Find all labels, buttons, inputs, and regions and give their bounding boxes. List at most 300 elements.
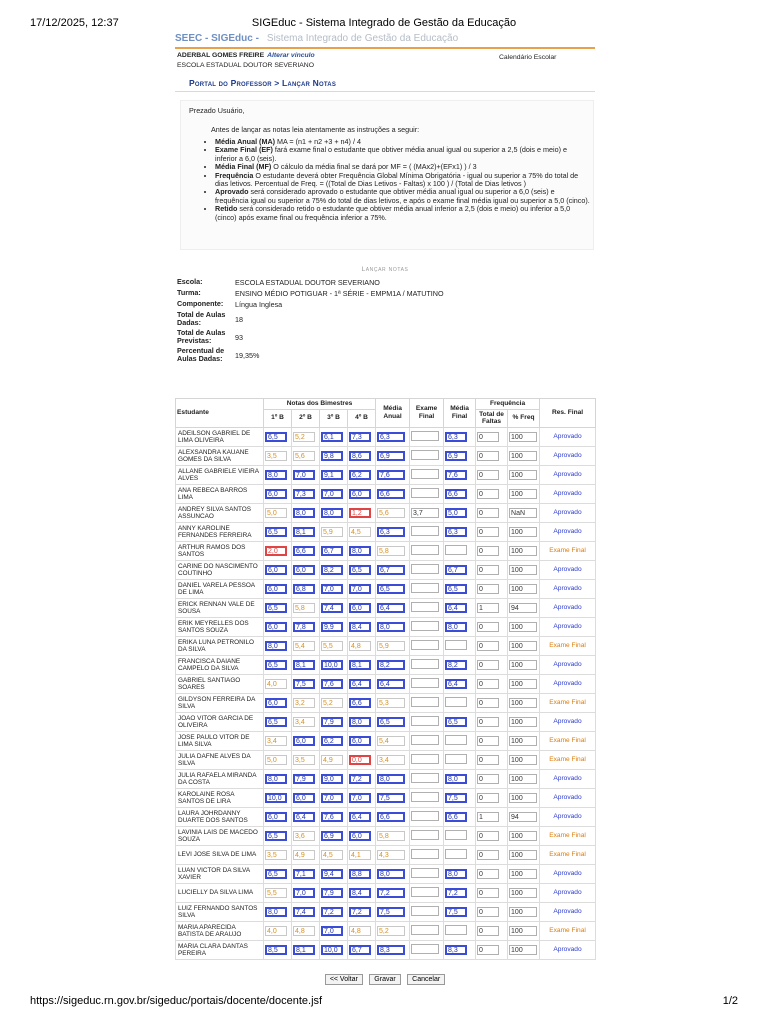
freq-percent-input[interactable]: 100 [509, 850, 537, 860]
final-average-input[interactable]: 5,0 [445, 508, 467, 518]
grade-b2-input[interactable]: 5,4 [293, 641, 315, 651]
grade-b2-input[interactable]: 6,4 [293, 812, 315, 822]
freq-percent-input[interactable]: 100 [509, 698, 537, 708]
annual-average-input[interactable]: 4,3 [377, 850, 405, 860]
freq-percent-input[interactable]: 100 [509, 717, 537, 727]
student-name: MARIA APARECIDA BATISTA DE ARAUJO [176, 921, 264, 940]
freq-percent-input[interactable]: 100 [509, 774, 537, 784]
grade-b1-input[interactable]: 4,0 [265, 926, 287, 936]
final-average-input[interactable]: 6,5 [445, 717, 467, 727]
freq-percent-input[interactable]: 100 [509, 527, 537, 537]
annual-average-input[interactable]: 7,5 [377, 907, 405, 917]
grade-b1-input[interactable]: 3,4 [265, 736, 287, 746]
annual-average-input[interactable]: 5,9 [377, 641, 405, 651]
annual-average-input[interactable]: 5,3 [377, 698, 405, 708]
absences-input[interactable]: 0 [477, 736, 499, 746]
absences-input[interactable]: 0 [477, 451, 499, 461]
final-average-input[interactable]: 6,6 [445, 489, 467, 499]
grade-b1-input[interactable]: 3,5 [265, 850, 287, 860]
grade-b3-input[interactable]: 6,2 [321, 736, 343, 746]
grade-b1-input[interactable]: 6,0 [265, 698, 287, 708]
annual-average-input[interactable]: 6,6 [377, 489, 405, 499]
final-exam-input[interactable] [411, 526, 439, 536]
result-status: Aprovado [540, 522, 596, 541]
annual-average-input[interactable]: 6,4 [377, 679, 405, 689]
grade-b3-input[interactable]: 9,0 [321, 774, 343, 784]
grade-b1-input[interactable]: 6,0 [265, 584, 287, 594]
freq-percent-input[interactable]: 100 [509, 660, 537, 670]
grade-b4-input[interactable]: 6,7 [349, 945, 371, 955]
grade-b4-input[interactable]: 6,0 [349, 831, 371, 841]
grade-b1-input[interactable]: 5,5 [265, 888, 287, 898]
grade-b1-input[interactable]: 6,5 [265, 660, 287, 670]
cancel-button[interactable]: Cancelar [407, 974, 445, 985]
grade-b4-cell [348, 636, 376, 655]
annual-average-input[interactable]: 7,5 [377, 793, 405, 803]
final-average-input[interactable]: 8,0 [445, 869, 467, 879]
grade-b4-input[interactable]: 8,4 [349, 622, 371, 632]
freq-percent-input[interactable]: 100 [509, 831, 537, 841]
print-page: 1/2 [722, 995, 738, 1007]
grade-b2-input[interactable]: 6,0 [293, 565, 315, 575]
absences-input[interactable]: 0 [477, 527, 499, 537]
grade-b1-input[interactable]: 3,5 [265, 451, 287, 461]
absences-input[interactable]: 0 [477, 584, 499, 594]
absences-input[interactable]: 0 [477, 641, 499, 651]
grade-b3-input[interactable]: 4,9 [321, 755, 343, 765]
final-exam-input[interactable] [411, 583, 439, 593]
final-average-input[interactable] [445, 697, 467, 707]
grade-b3-input[interactable]: 5,2 [321, 698, 343, 708]
grade-b2-input[interactable]: 3,6 [293, 831, 315, 841]
instructions-list [207, 138, 590, 222]
grade-b3-input[interactable]: 8,0 [321, 508, 343, 518]
grade-b2-input[interactable]: 8,0 [293, 508, 315, 518]
grade-b2-input[interactable]: 3,4 [293, 717, 315, 727]
absences-cell [476, 921, 508, 940]
grade-b2-input[interactable]: 7,3 [293, 489, 315, 499]
absences-input[interactable]: 0 [477, 432, 499, 442]
final-average-cell [444, 655, 476, 674]
grade-b3-input[interactable]: 7,4 [321, 603, 343, 613]
user-bar [175, 49, 595, 75]
grade-b1-input[interactable]: 6,0 [265, 812, 287, 822]
grade-b3-input[interactable]: 5,9 [321, 527, 343, 537]
grade-b4-cell [348, 788, 376, 807]
absences-cell [476, 427, 508, 446]
grade-b3-input[interactable]: 8,2 [321, 565, 343, 575]
annual-average-input[interactable]: 5,8 [377, 831, 405, 841]
calendar-link[interactable]: Calendário Escolar [499, 54, 557, 61]
brand-subtitle: Sistema Integrado de Gestão da Educação [266, 33, 459, 44]
final-exam-input[interactable] [411, 716, 439, 726]
final-exam-input[interactable] [411, 659, 439, 669]
freq-percent-input[interactable]: 100 [509, 793, 537, 803]
absences-input[interactable]: 0 [477, 508, 499, 518]
grade-b2-input[interactable]: 6,0 [293, 736, 315, 746]
final-exam-input[interactable] [411, 488, 439, 498]
header-final-exam: Exame Final [410, 399, 444, 428]
freq-percent-input[interactable]: 100 [509, 489, 537, 499]
final-average-input[interactable]: 7,5 [445, 907, 467, 917]
grade-b1-input[interactable]: 6,5 [265, 432, 287, 442]
absences-input[interactable]: 0 [477, 565, 499, 575]
grade-b2-input[interactable]: 5,6 [293, 451, 315, 461]
grade-b2-input[interactable]: 7,8 [293, 622, 315, 632]
annual-average-input[interactable]: 8,3 [377, 945, 405, 955]
final-exam-input[interactable] [411, 450, 439, 460]
final-average-input[interactable]: 6,6 [445, 812, 467, 822]
grade-b2-input[interactable]: 5,8 [293, 603, 315, 613]
grade-b2-input[interactable]: 7,5 [293, 679, 315, 689]
grade-b4-input[interactable]: 6,0 [349, 489, 371, 499]
grade-b1-cell [264, 465, 292, 484]
grade-b3-input[interactable]: 7,9 [321, 888, 343, 898]
annual-average-input[interactable]: 5,8 [377, 546, 405, 556]
final-exam-input[interactable] [411, 830, 439, 840]
grade-b3-input[interactable]: 7,0 [321, 926, 343, 936]
freq-percent-input[interactable]: 100 [509, 584, 537, 594]
grade-b2-input[interactable]: 7,1 [293, 869, 315, 879]
freq-percent-input[interactable]: 100 [509, 907, 537, 917]
grade-b3-input[interactable]: 9,9 [321, 622, 343, 632]
final-average-input[interactable]: 8,2 [445, 660, 467, 670]
absences-input[interactable]: 0 [477, 945, 499, 955]
grade-b1-input[interactable]: 8,0 [265, 907, 287, 917]
result-status: Aprovado [540, 484, 596, 503]
final-exam-input[interactable]: 3,7 [411, 508, 439, 518]
absences-input[interactable]: 0 [477, 679, 499, 689]
grade-b3-input[interactable]: 7,0 [321, 489, 343, 499]
absences-input[interactable]: 0 [477, 660, 499, 670]
back-button[interactable]: << Voltar [325, 974, 363, 985]
grade-b4-input[interactable]: 7,0 [349, 793, 371, 803]
annual-average-input[interactable]: 6,3 [377, 527, 405, 537]
final-average-input[interactable] [445, 830, 467, 840]
absences-input[interactable]: 0 [477, 698, 499, 708]
grade-b4-input[interactable]: 7,2 [349, 774, 371, 784]
grade-b3-input[interactable]: 6,1 [321, 432, 343, 442]
grade-b1-input[interactable]: 6,5 [265, 831, 287, 841]
final-exam-input[interactable] [411, 792, 439, 802]
freq-percent-input[interactable]: 94 [509, 812, 537, 822]
final-exam-input[interactable] [411, 621, 439, 631]
grade-b3-input[interactable]: 9,1 [321, 470, 343, 480]
final-average-input[interactable] [445, 925, 467, 935]
grade-b2-cell [292, 465, 320, 484]
freq-percent-input[interactable]: 100 [509, 736, 537, 746]
absences-input[interactable]: 0 [477, 755, 499, 765]
final-average-input[interactable]: 6,4 [445, 603, 467, 613]
absences-input[interactable]: 0 [477, 850, 499, 860]
grade-b3-input[interactable]: 7,0 [321, 584, 343, 594]
absences-input[interactable]: 0 [477, 793, 499, 803]
final-exam-input[interactable] [411, 944, 439, 954]
grade-b3-cell [320, 446, 348, 465]
result-status: Aprovado [540, 617, 596, 636]
grade-b3-input[interactable]: 7,6 [321, 679, 343, 689]
grade-b1-input[interactable]: 6,0 [265, 489, 287, 499]
final-exam-cell [410, 617, 444, 636]
final-exam-input[interactable] [411, 811, 439, 821]
grade-b4-input[interactable]: 7,2 [349, 907, 371, 917]
grade-b3-input[interactable]: 6,7 [321, 546, 343, 556]
grade-b2-input[interactable]: 6,8 [293, 584, 315, 594]
final-exam-input[interactable] [411, 925, 439, 935]
annual-average-cell [376, 503, 410, 522]
final-exam-input[interactable] [411, 602, 439, 612]
freq-percent-input[interactable]: NaN [509, 508, 537, 518]
annual-average-cell [376, 826, 410, 845]
grade-b2-input[interactable]: 7,9 [293, 774, 315, 784]
annual-average-input[interactable]: 6,5 [377, 717, 405, 727]
final-average-input[interactable]: 6,5 [445, 584, 467, 594]
final-exam-input[interactable] [411, 678, 439, 688]
annual-average-input[interactable]: 6,3 [377, 432, 405, 442]
grade-b4-input[interactable]: 6,4 [349, 679, 371, 689]
grade-b4-input[interactable]: 6,5 [349, 565, 371, 575]
grade-b4-input[interactable]: 6,0 [349, 603, 371, 613]
absences-input[interactable]: 1 [477, 603, 499, 613]
grade-b4-input[interactable]: 8,8 [349, 869, 371, 879]
freq-percent-input[interactable]: 100 [509, 432, 537, 442]
grade-b1-input[interactable]: 8,5 [265, 945, 287, 955]
final-average-input[interactable] [445, 735, 467, 745]
final-average-input[interactable] [445, 849, 467, 859]
final-exam-input[interactable] [411, 735, 439, 745]
grade-b3-input[interactable]: 9,4 [321, 869, 343, 879]
final-average-input[interactable]: 7,6 [445, 470, 467, 480]
grade-b4-input[interactable]: 6,6 [349, 698, 371, 708]
grade-b1-input[interactable]: 6,0 [265, 565, 287, 575]
grade-b1-input[interactable]: 6,5 [265, 869, 287, 879]
grade-b1-input[interactable]: 6,5 [265, 527, 287, 537]
grade-b3-input[interactable]: 7,6 [321, 812, 343, 822]
grade-b4-input[interactable]: 4,8 [349, 641, 371, 651]
change-link[interactable]: Alterar vínculo [267, 52, 315, 59]
absences-input[interactable]: 0 [477, 831, 499, 841]
grade-b4-input[interactable]: 8,1 [349, 660, 371, 670]
freq-percent-input[interactable]: 100 [509, 679, 537, 689]
grade-b2-input[interactable]: 7,0 [293, 470, 315, 480]
grade-b4-cell [348, 712, 376, 731]
freq-percent-input[interactable]: 100 [509, 755, 537, 765]
freq-percent-cell [508, 807, 540, 826]
final-exam-input[interactable] [411, 754, 439, 764]
grade-b4-cell [348, 655, 376, 674]
grade-b4-input[interactable]: 8,0 [349, 546, 371, 556]
final-average-input[interactable]: 7,5 [445, 793, 467, 803]
final-exam-cell [410, 807, 444, 826]
grade-b2-input[interactable]: 7,4 [293, 907, 315, 917]
final-exam-input[interactable] [411, 469, 439, 479]
class-info [175, 277, 595, 364]
grade-b2-input[interactable]: 6,0 [293, 793, 315, 803]
final-average-cell [444, 446, 476, 465]
grade-b1-input[interactable]: 6,0 [265, 622, 287, 632]
grade-b2-input[interactable]: 7,0 [293, 888, 315, 898]
final-exam-input[interactable] [411, 773, 439, 783]
final-average-input[interactable]: 6,3 [445, 432, 467, 442]
final-exam-input[interactable] [411, 545, 439, 555]
annual-average-input[interactable]: 7,2 [377, 888, 405, 898]
annual-average-cell [376, 636, 410, 655]
grade-b4-input[interactable]: 7,3 [349, 432, 371, 442]
final-average-input[interactable]: 7,2 [445, 888, 467, 898]
final-average-input[interactable] [445, 545, 467, 555]
grade-b1-input[interactable]: 8,0 [265, 774, 287, 784]
grade-b1-cell [264, 883, 292, 902]
grade-b2-input[interactable]: 6,6 [293, 546, 315, 556]
grade-b2-input[interactable]: 8,1 [293, 660, 315, 670]
grade-b2-input[interactable]: 3,2 [293, 698, 315, 708]
grade-b4-input[interactable]: 6,4 [349, 812, 371, 822]
grade-b2-input[interactable]: 3,5 [293, 755, 315, 765]
table-row [176, 712, 596, 731]
final-average-input[interactable] [445, 754, 467, 764]
grade-b4-input[interactable]: 0,0 [349, 755, 371, 765]
annual-average-input[interactable]: 6,4 [377, 603, 405, 613]
grade-b3-input[interactable]: 9,8 [321, 451, 343, 461]
grade-b1-input[interactable]: 8,0 [265, 641, 287, 651]
annual-average-input[interactable]: 5,4 [377, 736, 405, 746]
grade-b1-input[interactable]: 4,0 [265, 679, 287, 689]
annual-average-input[interactable]: 6,6 [377, 812, 405, 822]
absences-input[interactable]: 0 [477, 470, 499, 480]
final-average-input[interactable]: 6,7 [445, 565, 467, 575]
grade-b1-input[interactable]: 10,0 [265, 793, 287, 803]
table-row [176, 902, 596, 921]
grade-b3-input[interactable]: 7,0 [321, 793, 343, 803]
grade-b3-input[interactable]: 7,2 [321, 907, 343, 917]
grade-b3-input[interactable]: 5,5 [321, 641, 343, 651]
grade-b3-input[interactable]: 7,9 [321, 717, 343, 727]
save-button[interactable]: Gravar [369, 974, 400, 985]
annual-average-input[interactable]: 8,0 [377, 774, 405, 784]
final-average-input[interactable]: 6,3 [445, 527, 467, 537]
grade-b2-input[interactable]: 8,1 [293, 945, 315, 955]
annual-average-input[interactable]: 6,5 [377, 584, 405, 594]
annual-average-input[interactable]: 8,0 [377, 622, 405, 632]
absences-input[interactable]: 0 [477, 888, 499, 898]
grade-b2-input[interactable]: 4,9 [293, 850, 315, 860]
grade-b3-input[interactable]: 10,0 [321, 945, 343, 955]
annual-average-input[interactable]: 8,0 [377, 869, 405, 879]
absences-input[interactable]: 0 [477, 926, 499, 936]
absences-input[interactable]: 0 [477, 622, 499, 632]
final-exam-input[interactable] [411, 868, 439, 878]
freq-percent-input[interactable]: 100 [509, 945, 537, 955]
freq-percent-cell [508, 769, 540, 788]
grade-b4-input[interactable]: 1,2 [349, 508, 371, 518]
result-status: Aprovado [540, 902, 596, 921]
grade-b4-input[interactable]: 4,5 [349, 527, 371, 537]
absences-input[interactable]: 0 [477, 907, 499, 917]
annual-average-input[interactable]: 5,6 [377, 508, 405, 518]
grade-b1-input[interactable]: 2,0 [265, 546, 287, 556]
freq-percent-input[interactable]: 100 [509, 641, 537, 651]
final-average-cell [444, 902, 476, 921]
grade-b3-input[interactable]: 10,0 [321, 660, 343, 670]
freq-percent-input[interactable]: 100 [509, 451, 537, 461]
grade-b4-input[interactable]: 8,0 [349, 717, 371, 727]
final-exam-input[interactable] [411, 697, 439, 707]
grade-b1-input[interactable]: 6,5 [265, 717, 287, 727]
final-exam-input[interactable] [411, 640, 439, 650]
grade-b4-input[interactable]: 6,0 [349, 736, 371, 746]
annual-average-input[interactable]: 5,2 [377, 926, 405, 936]
annual-average-input[interactable]: 3,4 [377, 755, 405, 765]
grade-b1-input[interactable]: 5,0 [265, 755, 287, 765]
absences-input[interactable]: 0 [477, 489, 499, 499]
annual-average-input[interactable]: 6,7 [377, 565, 405, 575]
final-average-input[interactable]: 8,0 [445, 622, 467, 632]
grade-b3-input[interactable]: 4,5 [321, 850, 343, 860]
annual-average-input[interactable]: 6,9 [377, 451, 405, 461]
annual-average-input[interactable]: 8,2 [377, 660, 405, 670]
grade-b1-input[interactable]: 8,0 [265, 470, 287, 480]
absences-input[interactable]: 0 [477, 546, 499, 556]
info-row [175, 299, 446, 310]
final-exam-input[interactable] [411, 431, 439, 441]
annual-average-input[interactable]: 7,6 [377, 470, 405, 480]
final-exam-input[interactable] [411, 564, 439, 574]
grade-b4-input[interactable]: 4,8 [349, 926, 371, 936]
freq-percent-input[interactable]: 100 [509, 565, 537, 575]
final-average-input[interactable] [445, 640, 467, 650]
final-exam-input[interactable] [411, 887, 439, 897]
table-row [176, 731, 596, 750]
final-average-input[interactable]: 8,3 [445, 945, 467, 955]
student-name: LEVI JOSE SILVA DE LIMA [176, 845, 264, 864]
grade-b4-input[interactable]: 6,2 [349, 470, 371, 480]
grade-b3-input[interactable]: 6,9 [321, 831, 343, 841]
final-average-input[interactable]: 6,4 [445, 679, 467, 689]
absences-input[interactable]: 0 [477, 869, 499, 879]
grade-b4-input[interactable]: 8,6 [349, 451, 371, 461]
grade-b1-input[interactable]: 5,0 [265, 508, 287, 518]
final-exam-input[interactable] [411, 849, 439, 859]
freq-percent-input[interactable]: 100 [509, 869, 537, 879]
grade-b4-input[interactable]: 4,1 [349, 850, 371, 860]
absences-input[interactable]: 1 [477, 812, 499, 822]
absences-input[interactable]: 0 [477, 774, 499, 784]
final-average-cell [444, 712, 476, 731]
student-name: GILDYSON FERREIRA DA SILVA [176, 693, 264, 712]
final-exam-cell [410, 598, 444, 617]
grade-b1-input[interactable]: 6,5 [265, 603, 287, 613]
freq-percent-input[interactable]: 100 [509, 546, 537, 556]
grade-b4-cell [348, 427, 376, 446]
freq-percent-input[interactable]: 100 [509, 888, 537, 898]
freq-percent-input[interactable]: 100 [509, 470, 537, 480]
absences-input[interactable]: 0 [477, 717, 499, 727]
freq-percent-input[interactable]: 100 [509, 622, 537, 632]
grade-b2-input[interactable]: 8,1 [293, 527, 315, 537]
freq-percent-input[interactable]: 94 [509, 603, 537, 613]
grade-b4-input[interactable]: 7,0 [349, 584, 371, 594]
final-average-input[interactable]: 8,0 [445, 774, 467, 784]
final-average-input[interactable]: 6,9 [445, 451, 467, 461]
grade-b4-input[interactable]: 8,4 [349, 888, 371, 898]
grade-b2-input[interactable]: 4,8 [293, 926, 315, 936]
final-exam-input[interactable] [411, 906, 439, 916]
absences-cell [476, 864, 508, 883]
annual-average-cell [376, 921, 410, 940]
freq-percent-input[interactable]: 100 [509, 926, 537, 936]
absences-cell [476, 883, 508, 902]
grade-b2-input[interactable]: 5,2 [293, 432, 315, 442]
